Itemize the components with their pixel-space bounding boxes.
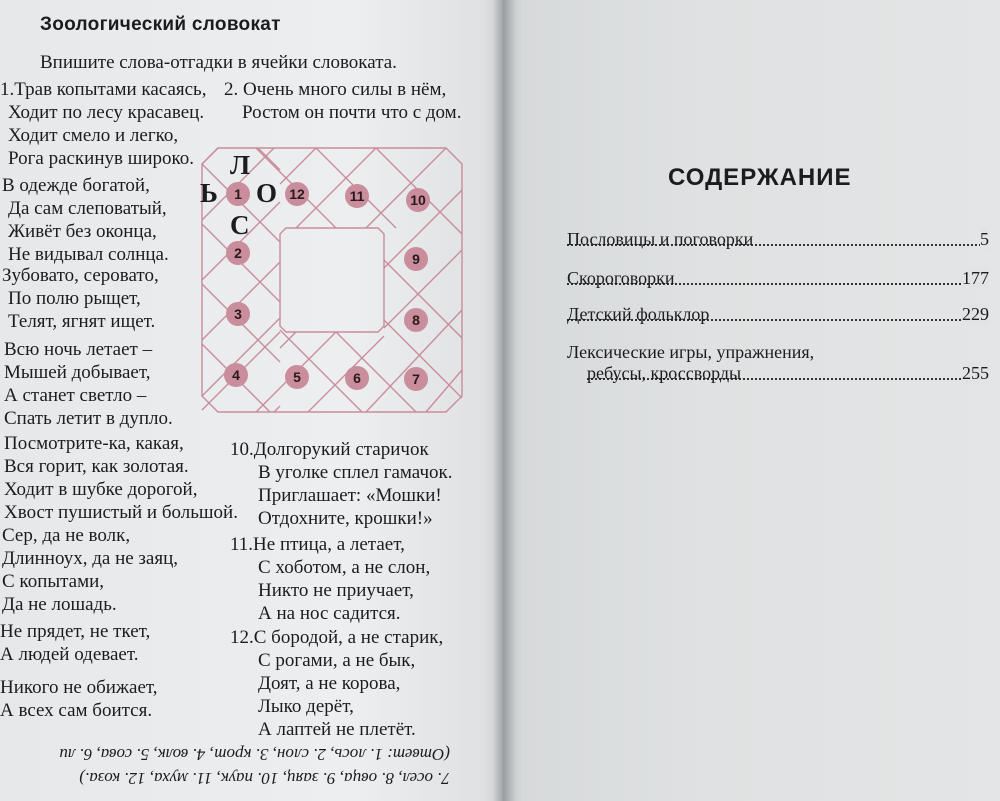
crossword-cell-number: 6	[345, 366, 369, 390]
instructions: Впишите слова-отгадки в ячейки словоката.	[40, 52, 397, 73]
toc-entry[interactable]	[567, 267, 989, 289]
riddle-2: 2. Очень много силы в нём, Ростом он почти что с дом.	[224, 79, 462, 123]
riddle-number: 1.	[0, 79, 15, 100]
toc-entry-page: 255	[962, 363, 989, 383]
crossword-cell-number: 12	[285, 182, 309, 206]
toc-entry[interactable]	[567, 303, 989, 325]
riddle-8: Не прядет, не ткет, А людей одевает.	[0, 621, 151, 665]
crossword-cell-number: 1	[226, 182, 250, 206]
right-page	[503, 0, 1000, 801]
book-gutter	[493, 0, 515, 801]
riddle-9: Никого не обижает, А всех сам боится.	[0, 677, 158, 721]
toc-entry-title: Детский фольклор	[567, 304, 710, 324]
crossword-cell-number: 3	[226, 302, 250, 326]
riddle-5: Всю ночь летает – Мышей добывает, А станет светло – Спать летит в дупло.	[4, 339, 173, 429]
riddle-4: Зубовато, серовато, По полю рыщет, Телят, ягнят ищет.	[2, 265, 159, 332]
crossword-cell-number: 7	[404, 367, 428, 391]
crossword-cell-number: 9	[404, 247, 428, 271]
toc-entry-page: 5	[980, 229, 989, 249]
crossword-letter: С	[230, 210, 250, 240]
riddle-number: 12.	[230, 627, 254, 648]
crossword-cell-number: 11	[345, 184, 369, 208]
crossword-letter: Л	[230, 150, 251, 180]
crossword-grid	[196, 140, 468, 420]
riddle-11: 11.Не птица, а летает, С хоботом, а не слон, Никто не приучает, А на нос садится.	[230, 534, 431, 624]
riddle-1: 1.Трав копытами касаясь, Ходит по лесу красавец. Ходит смело и легко, Рога раскинув широко.	[0, 79, 207, 169]
riddle-3: В одежде богатой, Да сам слеповатый, Живёт без оконца, Не видывал солнца.	[2, 175, 169, 265]
crossword-cell-number: 2	[226, 241, 250, 265]
toc-entry-title-line1: Лексические игры, упражнения,	[567, 342, 815, 362]
riddle-number: 11.	[230, 534, 254, 555]
toc-entry[interactable]	[587, 362, 989, 384]
crossword-letter: О	[256, 178, 278, 208]
crossword-cell-number: 8	[404, 308, 428, 332]
toc-entry-title: Скороговорки	[567, 268, 675, 288]
toc-title: СОДЕРЖАНИЕ	[668, 164, 852, 191]
riddle-number: 10.	[230, 439, 254, 460]
riddle-12: 12.С бородой, а не старик, С рогами, а не бык, Доят, а не корова, Лыко дерёт, А лаптей не плетёт.	[230, 627, 444, 740]
toc-entry-page: 177	[962, 268, 989, 288]
answer-key: 7. осел, 8. овца, 9. заяц, 10. паук, 11. муха, 12. коза.) (Ответ: 1. лось, 2. слон, 3. крот, 4. волк, 5. сова, 6. ли	[59, 745, 450, 788]
page-title: Зоологический словокат	[40, 14, 281, 35]
crossword-letter: Ь	[200, 178, 218, 208]
toc-entry[interactable]	[567, 228, 989, 250]
toc-entry-title: ребусы, кроссворды	[587, 363, 742, 383]
toc-entry-page: 229	[962, 304, 989, 324]
riddle-10: 10.Долгорукий старичок В уголке сплел гамачок. Приглашает: «Мошки! Отдохните, крошки!»	[230, 439, 453, 529]
crossword-cell-number: 4	[224, 363, 248, 387]
crossword-cell-number: 10	[406, 188, 430, 212]
riddle-6: Посмотрите-ка, какая, Вся горит, как золотая. Ходит в шубке дорогой, Хвост пушистый и большой.	[4, 433, 238, 523]
riddle-7: Сер, да не волк, Длинноух, да не заяц, С копытами, Да не лошадь.	[2, 525, 179, 615]
crossword-cell-number: 5	[285, 365, 309, 389]
toc-entry-title: Пословицы и поговорки	[567, 229, 754, 249]
